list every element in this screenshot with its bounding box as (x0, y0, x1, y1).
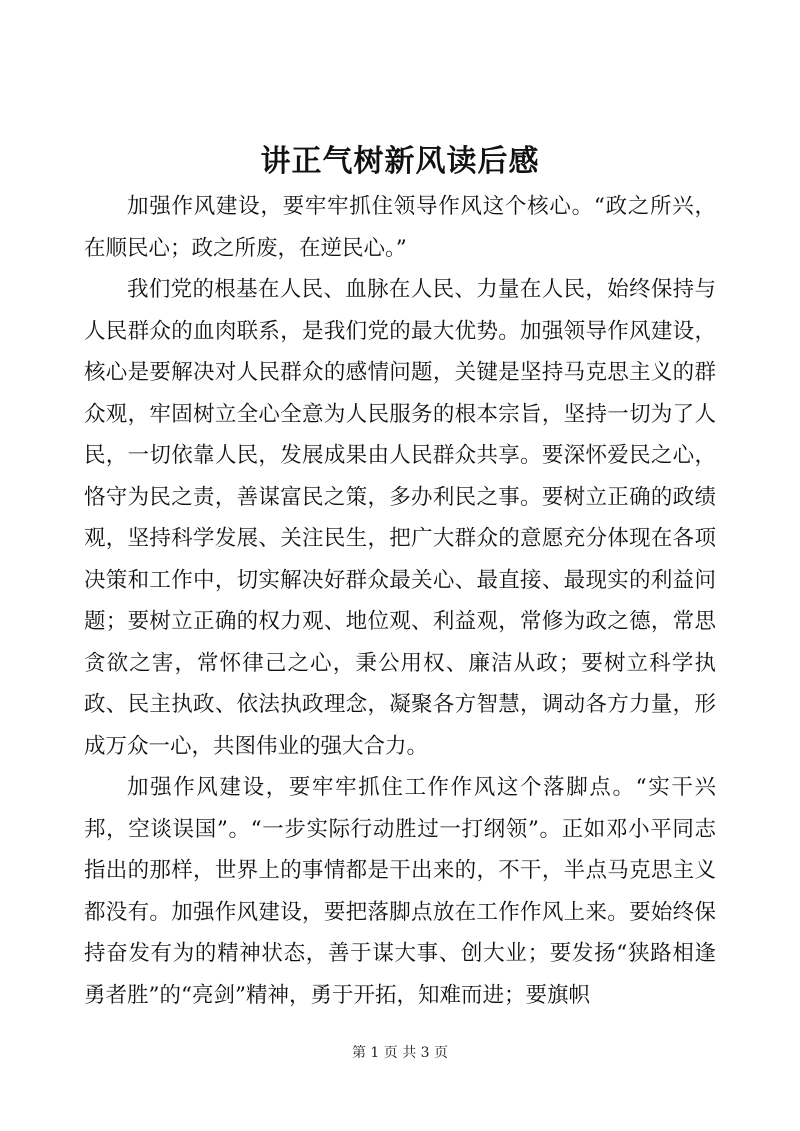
paragraph-3: 加强作风建设，要牢牢抓住工作作风这个落脚点。“实干兴邦，空谈误国”。“一步实际行动胜过一打纲领”。正如邓小平同志指出的那样，世界上的事情都是干出来的，不干，半点马克思主义都没有。加强作风建设，要把落脚点放在工作作风上来。要始终保持奋发有为的精神状态，善于谋大事、创大业；要发扬“狭路相逢勇者胜”的“亮剑”精神，勇于开拓，知难而进；要旗帜 (84, 775, 716, 1008)
paragraph-1: 加强作风建设，要牢牢抓住领导作风这个核心。“政之所兴，在顺民心；政之所废，在逆民心。” (84, 194, 716, 261)
page-footer: 第 1 页 共 3 页 (351, 1045, 449, 1061)
paragraph-2: 我们党的根基在人民、血脉在人民、力量在人民，始终保持与人民群众的血肉联系，是我们党的最大优势。加强领导作风建设，核心是要解决对人民群众的感情问题，关键是坚持马克思主义的群众观，牢固树立全心全意为人民服务的根本宗旨，坚持一切为了人民，一切依靠人民，发展成果由人民群众共享。要深怀爱民之心，恪守为民之责，善谋富民之策，多办利民之事。要树立正确的政绩观，坚持科学发展、关注民生，把广大群众的意愿充分体现在各项决策和工作中，切实解决好群众最关心、最直接、最现实的利益问题；要树立正确的权力观、地位观、利益观，常修为政之德，常思贪欲之害，常怀律己之心，秉公用权、廉洁从政；要树立科学执政、民主执政、依法执政理念，凝聚各方智慧，调动各方力量，形成万众一心，共图伟业的强大合力。 (84, 277, 716, 759)
document-body (84, 186, 716, 1016)
document-title: 讲正气树新风读后感 (260, 144, 540, 179)
